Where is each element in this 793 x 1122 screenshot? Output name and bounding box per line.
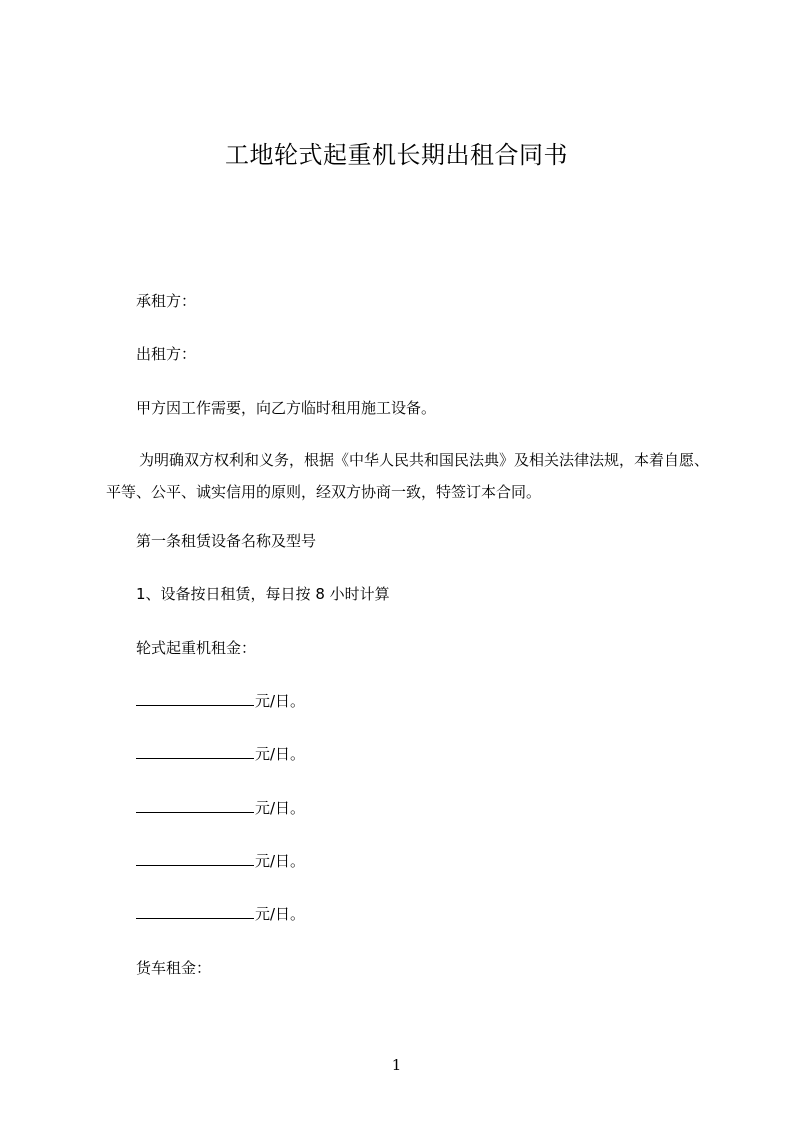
blank-fill-line [136, 852, 254, 866]
preamble-text: 为明确双方权利和义务，根据《中华人民共和国民法典》及相关法律法规，本着自愿、平等、公平、诚实信用的原则，经双方协商一致，特签订本合同。 [106, 451, 710, 501]
rate-unit: 元/日。 [255, 905, 306, 923]
page-number: 1 [391, 1056, 402, 1074]
lessee-label: 承租方： [136, 292, 197, 310]
rate-unit: 元/日。 [255, 692, 306, 710]
blank-fill-line [136, 745, 254, 759]
rate-line [136, 743, 305, 765]
crane-rent-label: 轮式起重机租金： [136, 639, 257, 657]
rate-unit: 元/日。 [255, 799, 306, 817]
rate-line [136, 850, 305, 872]
rate-unit: 元/日。 [255, 745, 306, 763]
rate-line [136, 903, 305, 925]
purpose-text: 甲方因工作需要，向乙方临时租用施工设备。 [136, 399, 437, 417]
rate-line [136, 690, 305, 712]
lessor-label: 出租方： [136, 345, 197, 363]
rate-line [136, 797, 305, 819]
blank-fill-line [136, 905, 254, 919]
blank-fill-line [136, 692, 254, 706]
rate-unit: 元/日。 [255, 852, 306, 870]
article-1-heading: 第一条租赁设备名称及型号 [136, 532, 317, 550]
truck-rent-label: 货车租金： [136, 959, 212, 977]
preamble-paragraph [106, 444, 718, 508]
document-title: 工地轮式起重机长期出租合同书 [225, 141, 568, 169]
blank-fill-line [136, 799, 254, 813]
clause-1-text: 1、设备按日租赁，每日按 8 小时计算 [136, 585, 390, 603]
